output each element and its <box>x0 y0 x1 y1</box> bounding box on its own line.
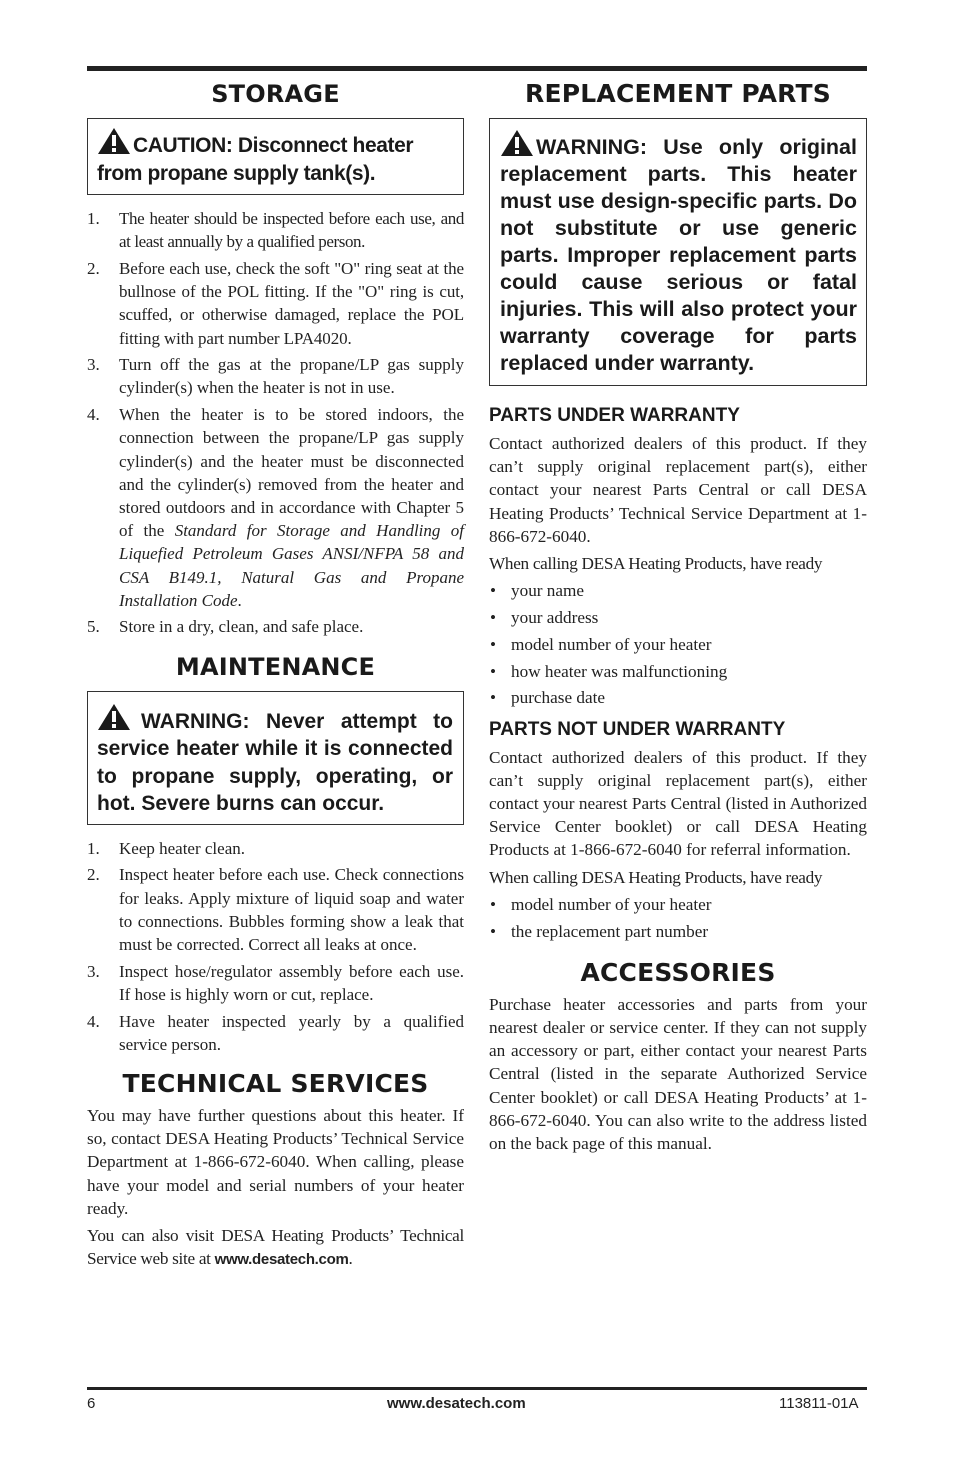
maintenance-warning-box <box>87 691 464 825</box>
list-item: 4. Have heater inspected yearly by a qualified service person. <box>87 1011 464 1054</box>
doc-code: 113811-01A <box>779 1395 859 1412</box>
list-item: 2. Before each use, check the soft "O" ring seat at the bullnose of the POL fitting. If the "O" ring is cut, scuffed, or otherwise damaged, replace the POL fitting with part number LPA4020. <box>87 258 464 348</box>
accessories-title: ACCESSORIES <box>580 957 776 987</box>
replacement-warning-text: WARNING: Use only original replacement parts. This heater must use design-specific parts. Do not substitute or use generic parts. Improper replacement parts could cause serious or fatal injuries. This will also protect your warranty coverage for parts replaced under warranty. <box>500 135 857 375</box>
list-item: 1. Keep heater clean. <box>87 838 245 858</box>
replacement-warning-box <box>489 118 867 386</box>
maintenance-steps <box>87 837 464 1056</box>
list-item: 2. Inspect heater before each use. Check connections for leaks. Apply mixture of liquid soap and water to connections. Bubbles forming show a leak that must be corrected. Correct all leaks at once. <box>87 865 464 954</box>
list-item: • the replacement part number <box>490 921 709 941</box>
page-number: 6 <box>87 1395 96 1412</box>
replacement-parts-title: REPLACEMENT PARTS <box>525 79 831 108</box>
footer-website[interactable]: www.desatech.com <box>387 1395 526 1412</box>
list-item: • model number of your heater <box>490 634 712 654</box>
parts-not-under-warranty-paragraph: Contact authorized dealers of this product. If they can’t supply original replacement part(s), either contact your nearest Parts Central (listed in Authorized Service Center booklet) or call DESA Heating Products at 1-866-672-6040 for referral information. <box>489 747 867 860</box>
warning-triangle-icon <box>500 129 534 157</box>
storage-steps <box>87 207 464 639</box>
list-item: • purchase date <box>490 688 606 708</box>
parts-under-warranty-have-ready: When calling DESA Heating Products, have ready <box>489 554 823 574</box>
right-column <box>489 78 867 1155</box>
list-item: 3. Inspect hose/regulator assembly before each use. If hose is highly worn or cut, replace. <box>87 961 464 1004</box>
storage-title: STORAGE <box>211 80 340 108</box>
parts-under-warranty-list <box>489 579 867 709</box>
list-item: • how heater was malfunctioning <box>490 661 728 681</box>
list-item: • your name <box>490 581 585 601</box>
warning-triangle-icon <box>97 127 131 155</box>
maintenance-title: MAINTENANCE <box>175 652 376 681</box>
list-item: 1. The heater should be inspected before each use, and at least annually by a qualified person. <box>87 209 464 252</box>
parts-not-under-warranty-have-ready: When calling DESA Heating Products, have ready <box>489 867 823 887</box>
technical-services-title: TECHNICAL SERVICES <box>122 1068 429 1098</box>
parts-under-warranty-paragraph: Contact authorized dealers of this product. If they can’t supply original replacement part(s), either contact your nearest Parts Central or call DESA Heating Products’ Technical Service Department at 1-866-672-6040. <box>489 434 867 546</box>
technical-services-paragraph: You may have further questions about this heater. If so, contact DESA Heating Products’ Technical Service Department at 1-866-672-6040. When calling, please have your model and serial numbers of your heater ready. <box>87 1105 464 1218</box>
parts-under-warranty-heading: PARTS UNDER WARRANTY <box>489 405 740 426</box>
parts-not-under-warranty-heading: PARTS NOT UNDER WARRANTY <box>489 718 786 740</box>
warning-triangle-icon <box>97 703 131 731</box>
storage-caution-text: CAUTION: Disconnect heater from propane supply tank(s). <box>97 134 414 185</box>
list-item: 5. Store in a dry, clean, and safe place. <box>87 617 364 637</box>
list-item: • your address <box>490 608 599 628</box>
parts-not-under-warranty-list <box>489 893 867 943</box>
website-link[interactable]: www.desatech.com <box>214 1251 349 1269</box>
left-column <box>87 78 464 1271</box>
technical-services-web-paragraph: You can also visit DESA Heating Products’ Technical Service web site at www.desatech.com. <box>87 1226 464 1269</box>
top-rule <box>87 66 867 71</box>
list-item: 4. When the heater is to be stored indoors, the connection between the propane/LP gas supply cylinder(s) and the heater must be disconnected and the cylinder(s) removed from the heater and stored outdoors and in accordance with Chapter 5 of the Standard for Storage and Handling of Liquefied Petroleum Gases ANSI/NFPA 58 and CSA B149.1, Natural Gas and Propane Installation Code. <box>87 405 464 610</box>
accessories-paragraph: Purchase heater accessories and parts from your nearest dealer or service center. If they can not supply an accessory or part, either contact your nearest Parts Central (listed in the separate Authorized Service Center booklet) or call DESA Heating Products’ at 1-866-672-6040. You can also write to the address listed on the back page of this manual. <box>489 994 867 1154</box>
storage-caution-box <box>87 118 464 195</box>
list-item: 3. Turn off the gas at the propane/LP gas supply cylinder(s) when the heater is not in use. <box>87 355 464 398</box>
maintenance-warning-text: WARNING: Never attempt to service heater while it is connected to propane supply, operating, or hot. Severe burns can occur. <box>97 709 453 816</box>
bottom-rule <box>87 1387 867 1390</box>
list-item: • model number of your heater <box>490 894 712 914</box>
